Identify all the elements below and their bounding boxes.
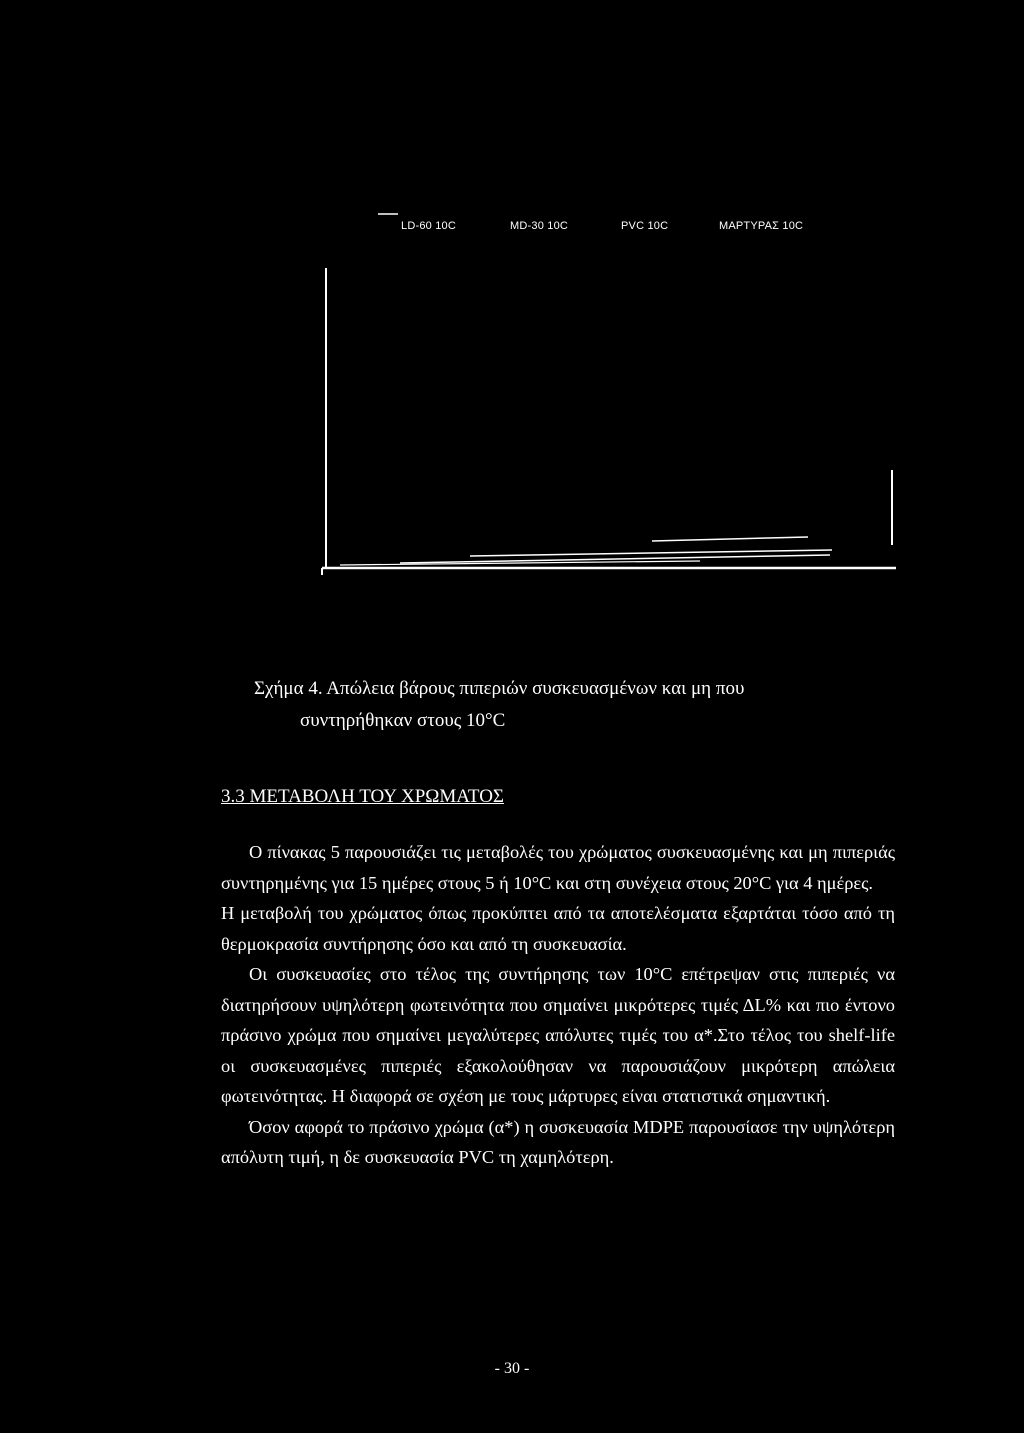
weight-loss-chart: [0, 0, 1024, 600]
legend-item-md30: MD-30 10C: [510, 220, 569, 232]
paragraph-2: Η μεταβολή του χρώματος όπως προκύπτει από τα αποτελέσματα εξαρτάται τόσο από τη θερμοκρασία συντήρησης όσο και από τη συσκευασία.: [221, 903, 895, 954]
paragraph-4: Όσον αφορά το πράσινο χρώμα (α*) η συσκευασία MDPE παρουσίασε την υψηλότερη απόλυτη τιμή, η δε συσκευασία PVC τη χαμηλότερη.: [221, 1116, 895, 1167]
figure-caption: [254, 673, 894, 737]
body-text: [221, 837, 895, 1173]
paragraph-1: Ο πίνακας 5 παρουσιάζει τις μεταβολές του χρώματος συσκευασμένης και μη πιπεριάς συντηρημένης για 15 ημέρες στους 5 ή 10°C και στη συνέχεια στους 20°C για 4 ημέρες.: [221, 842, 895, 893]
legend-item-ld60: LD-60 10C: [401, 220, 456, 232]
caption-line-2: συντηρήθηκαν στους 10°C: [300, 710, 506, 731]
legend-item-pvc: PVC 10C: [621, 220, 669, 232]
caption-line-1: Σχήμα 4. Απώλεια βάρους πιπεριών συσκευασμένων και μη που: [254, 678, 745, 699]
series-line-control: [340, 561, 700, 565]
series-line-md30: [470, 550, 832, 556]
series-line-ld60: [652, 537, 808, 541]
legend-item-control: ΜΑΡΤΥΡΑΣ 10C: [719, 220, 804, 232]
paragraph-3: Οι συσκευασίες στο τέλος της συντήρησης των 10°C επέτρεψαν στις πιπεριές να διατηρήσουν υψηλότερη φωτεινότητα που σημαίνει μικρότερες τιμές ΔL% και πιο έντονο πράσινο χρώμα που σημαίνει μεγαλύτερες απόλυτες τιμές του α*.Στο τέλος του shelf-life οι συσκευασμένες πιπεριές εξακολούθησαν να παρουσιάζουν μικρότερη απώλεια φωτεινότητας. Η διαφορά σε σχέση με τους μάρτυρες είναι στατιστικά σημαντική.: [221, 964, 895, 1106]
page-number: - 30 -: [494, 1360, 530, 1377]
section-title: 3.3 ΜΕΤΑΒΟΛΗ ΤΟΥ ΧΡΩΜΑΤΟΣ: [221, 786, 504, 807]
